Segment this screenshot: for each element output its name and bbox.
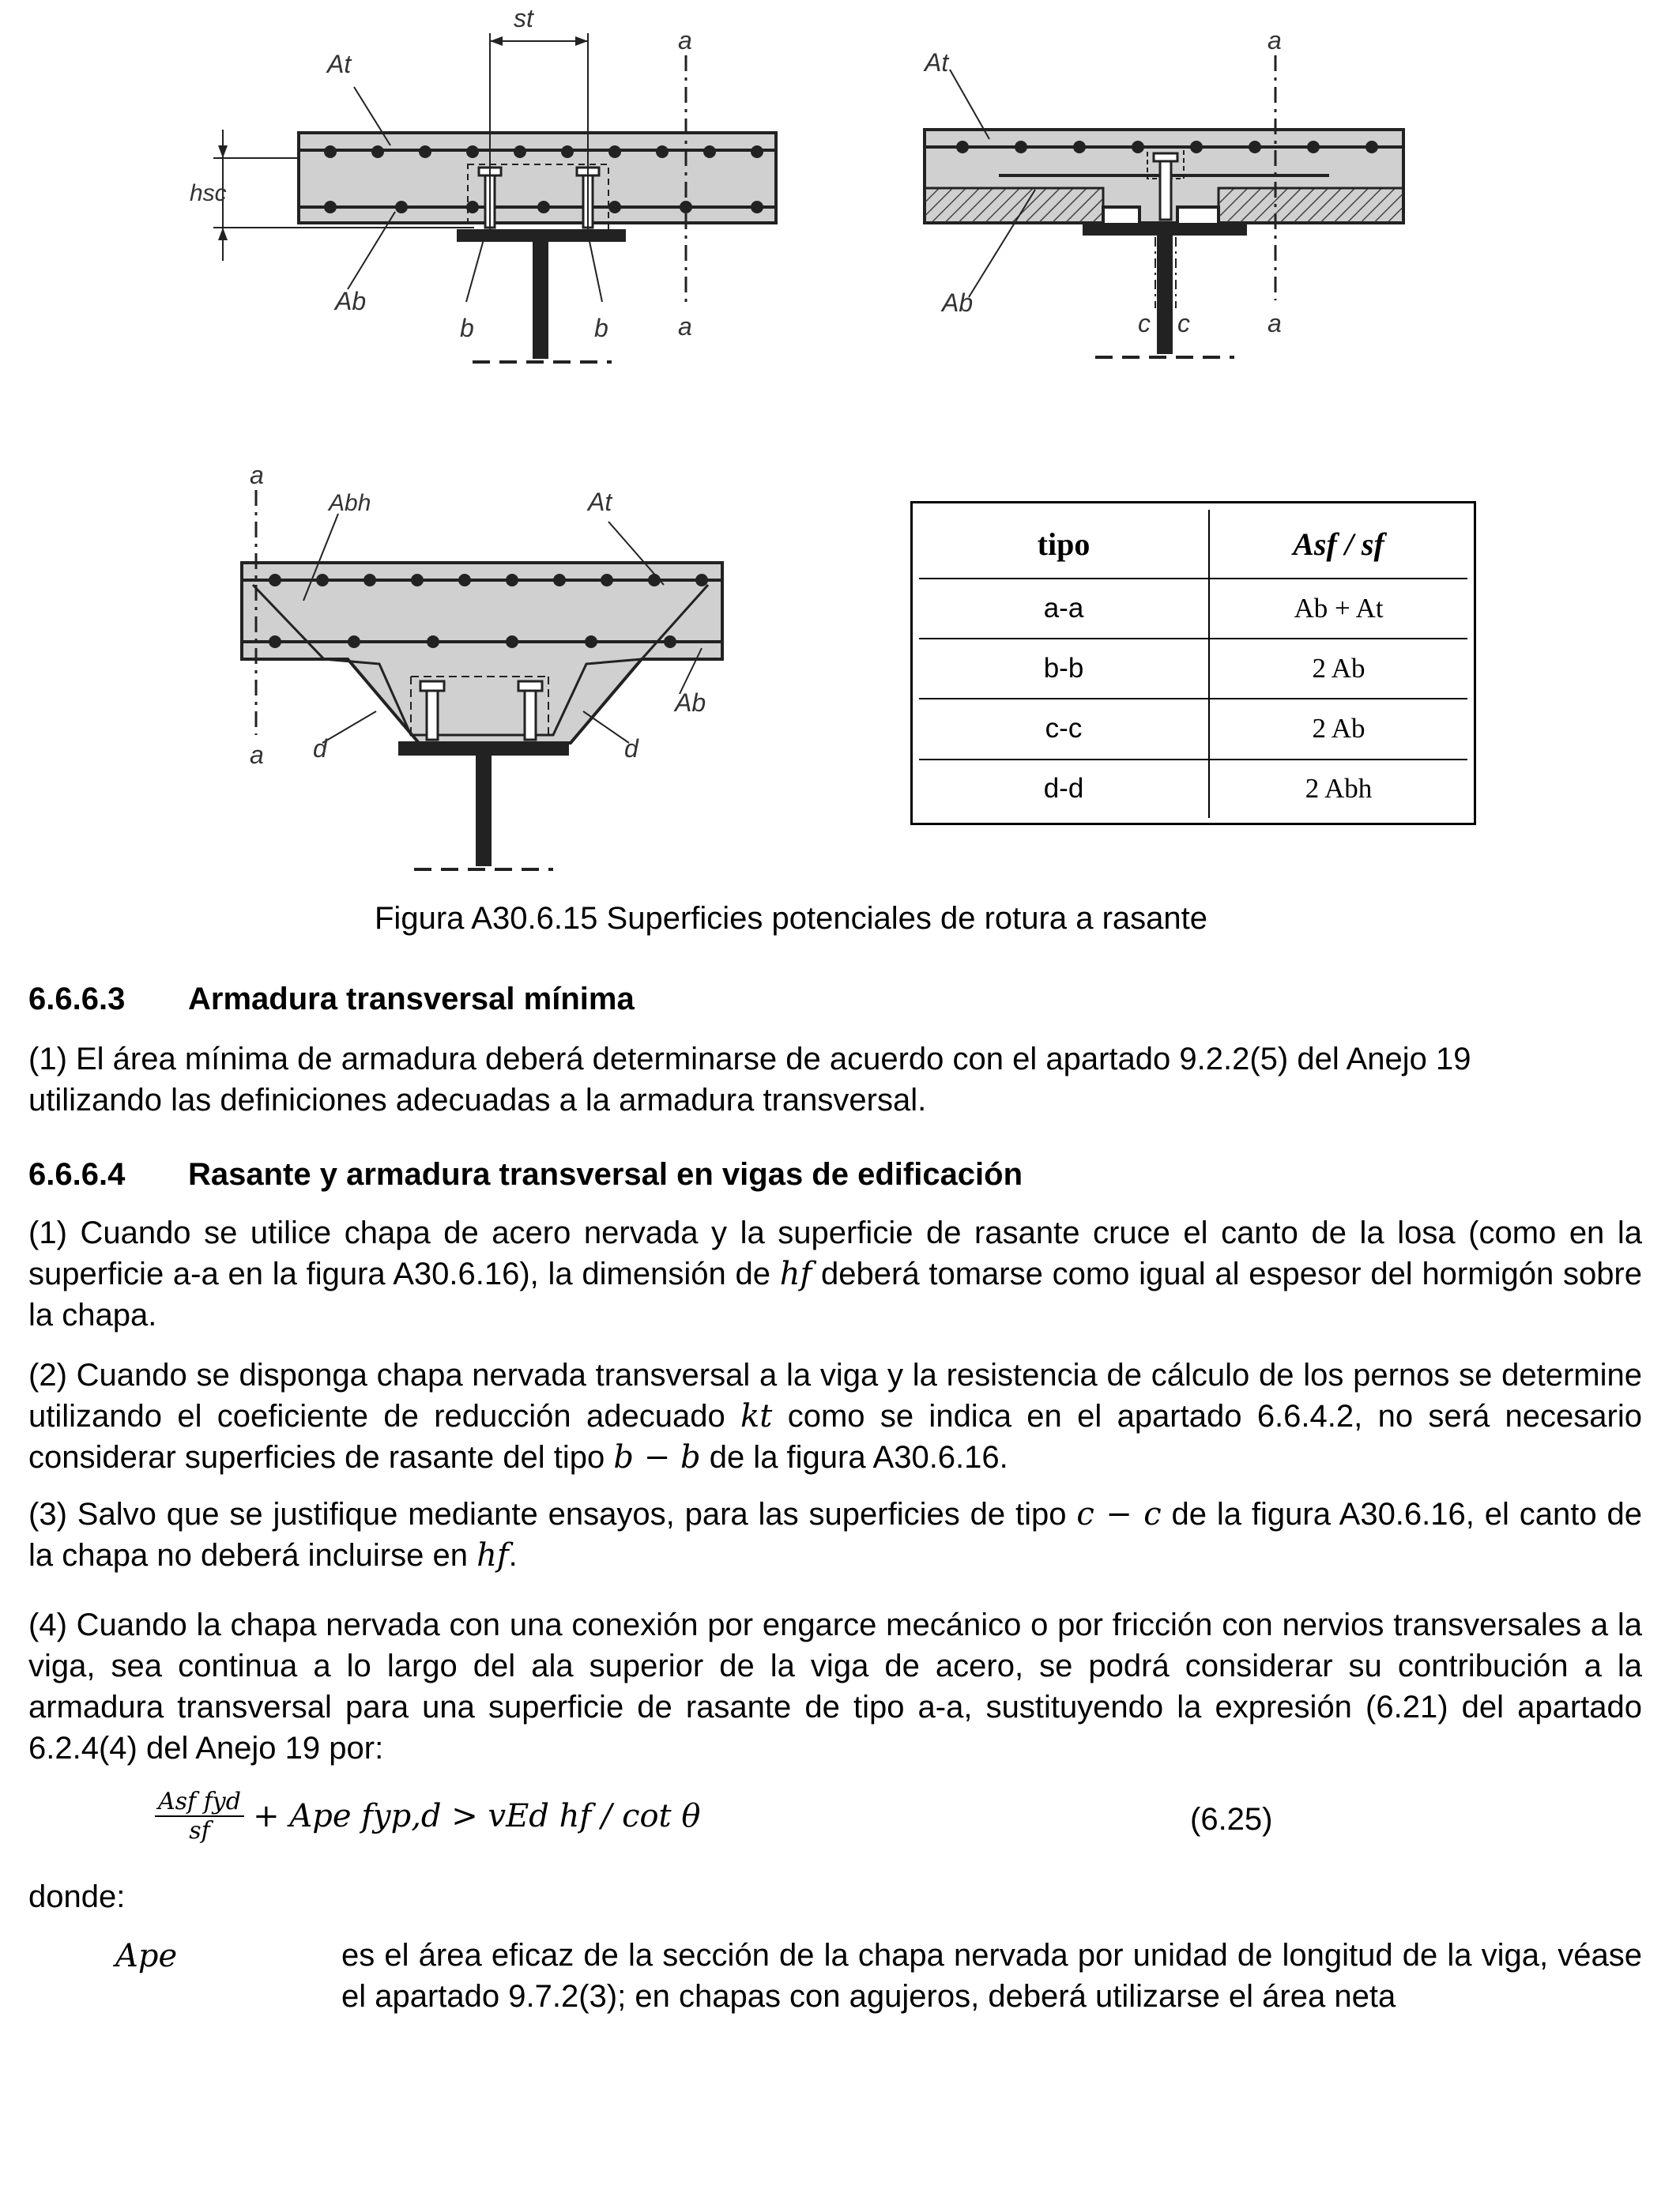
label-a-bottom-2: a xyxy=(1268,309,1282,337)
header-asf-sf: Asf / sf xyxy=(1209,510,1467,579)
paragraph-line: (1) El área mínima de armadura deberá determinarse de acuerdo con el apartado 9.2.2(5) del Anejo 19 xyxy=(28,1042,1471,1076)
label-at-1: At xyxy=(327,50,352,78)
label-ab-3: Ab xyxy=(675,688,706,717)
label-a-top-3: a xyxy=(250,461,264,489)
label-a-bottom-3: a xyxy=(250,741,264,769)
text-run: (3) Salvo que se justifique mediante ensayos, para las superficies de tipo xyxy=(28,1497,1067,1532)
label-ab-2: Ab xyxy=(942,288,974,317)
row-type: c-c xyxy=(919,699,1209,759)
label-c-right: c xyxy=(1177,309,1190,337)
section-number: 6.6.6.4 xyxy=(28,1157,126,1192)
header-tipo: tipo xyxy=(919,510,1209,579)
label-d-right: d xyxy=(624,734,638,763)
table-header-row xyxy=(919,510,1467,579)
diagram-solid-slab xyxy=(190,4,776,362)
diagram-haunched-slab xyxy=(242,461,722,869)
diagram-profiled-sheeting xyxy=(923,26,1403,357)
section-number: 6.6.6.3 xyxy=(28,982,126,1016)
label-abh: Abh xyxy=(329,490,371,516)
section-heading-6663 xyxy=(28,982,635,1017)
donde-label: donde: xyxy=(28,1879,126,1914)
equation-6-25 xyxy=(155,1788,700,1845)
fraction-numerator: Asf fyd xyxy=(155,1788,244,1817)
fraction-denominator: sf xyxy=(189,1817,210,1845)
equation-number: (6.25) xyxy=(1190,1802,1273,1837)
label-at-2: At xyxy=(925,48,949,77)
row-area: 2 Ab xyxy=(1209,699,1467,759)
label-st: st xyxy=(514,4,533,32)
label-b-right: b xyxy=(594,314,608,342)
section-heading-6664 xyxy=(28,1157,1023,1193)
label-a-bottom-1: a xyxy=(678,312,692,341)
paragraph-6663-1 xyxy=(28,1039,1642,1121)
label-at-3: At xyxy=(588,488,612,516)
row-type: a-a xyxy=(919,579,1209,639)
text-run: (1) Cuando se utilice chapa de acero nervada y la superficie de rasante cruce el canto de la losa (como en la superficie a-a en la figura A30.6.16), la dimensión de xyxy=(28,1216,1642,1291)
text-run: como se indica en el apartado 6.6.4.2, no será necesario considerar superficies de rasante del tipo xyxy=(28,1399,1642,1475)
math-symbol: c − c xyxy=(1076,1496,1162,1532)
definition-symbol: Ape xyxy=(115,1938,178,1974)
table-row xyxy=(919,579,1467,639)
equation-fraction xyxy=(155,1788,244,1845)
label-ab-1: Ab xyxy=(335,287,367,315)
text-run: de la figura A30.6.16. xyxy=(709,1440,1008,1475)
label-b-left: b xyxy=(460,314,474,342)
section-title: Rasante y armadura transversal en vigas de edificación xyxy=(188,1157,1023,1192)
paragraph-6664-3 xyxy=(28,1494,1642,1576)
table-row xyxy=(919,760,1467,818)
table-row xyxy=(919,639,1467,699)
label-hsc: hsc xyxy=(190,180,227,206)
text-run: (4) Cuando la chapa nervada con una conexión por engarce mecánico o por fricción con nervios transversales a la viga, sea continua a lo largo del ala superior de la viga de acero, se podrá considerar su contribución a la armadura transversal para una superficie de rasante de tipo a-a, sustituyendo la expresión (6.21) del apartado 6.2.4(4) del Anejo 19 por: xyxy=(28,1608,1642,1766)
table-row xyxy=(919,699,1467,759)
row-type: d-d xyxy=(919,760,1209,818)
math-symbol: hf xyxy=(779,1256,812,1292)
math-symbol: b − b xyxy=(613,1439,701,1476)
label-a-top-2: a xyxy=(1268,26,1282,55)
label-d-left: d xyxy=(313,734,327,763)
math-symbol: hf xyxy=(477,1537,509,1574)
paragraph-6664-2 xyxy=(28,1355,1642,1478)
row-area: Ab + At xyxy=(1209,579,1467,639)
text-run: . xyxy=(508,1538,518,1573)
text-run: de la figura A30.6.16, el canto de la chapa no deberá incluirse en xyxy=(28,1497,1642,1573)
paragraph-6664-1 xyxy=(28,1212,1642,1336)
label-a-top-1: a xyxy=(678,26,692,55)
row-area: 2 Abh xyxy=(1305,773,1373,805)
row-type: b-b xyxy=(919,639,1209,699)
definition-text: es el área eficaz de la sección de la chapa nervada por unidad de longitud de la viga, véase el apartado 9.7.2(3); en chapas con agujeros, deberá utilizarse el área neta xyxy=(341,1938,1642,2014)
paragraph-line: utilizando las definiciones adecuadas a la armadura transversal. xyxy=(28,1083,927,1118)
math-symbol: kt xyxy=(740,1398,773,1434)
label-c-left: c xyxy=(1138,309,1151,337)
equation-rest: + Ape fyp,d > vEd hf / cot θ xyxy=(253,1798,701,1834)
row-area: 2 Ab xyxy=(1209,639,1467,699)
text-run: deberá tomarse como igual al espesor del hormigón sobre la chapa. xyxy=(28,1257,1643,1333)
figure-caption: Figura A30.6.15 Superficies potenciales de rotura a rasante xyxy=(375,901,1207,936)
section-title: Armadura transversal mínima xyxy=(188,982,635,1016)
surface-type-table xyxy=(910,501,1476,825)
text-run: (2) Cuando se disponga chapa nervada transversal a la viga y la resistencia de cálculo de los pernos se determine utilizando el coeficiente de reducción adecuado xyxy=(28,1358,1642,1434)
paragraph-6664-4 xyxy=(28,1604,1642,1769)
